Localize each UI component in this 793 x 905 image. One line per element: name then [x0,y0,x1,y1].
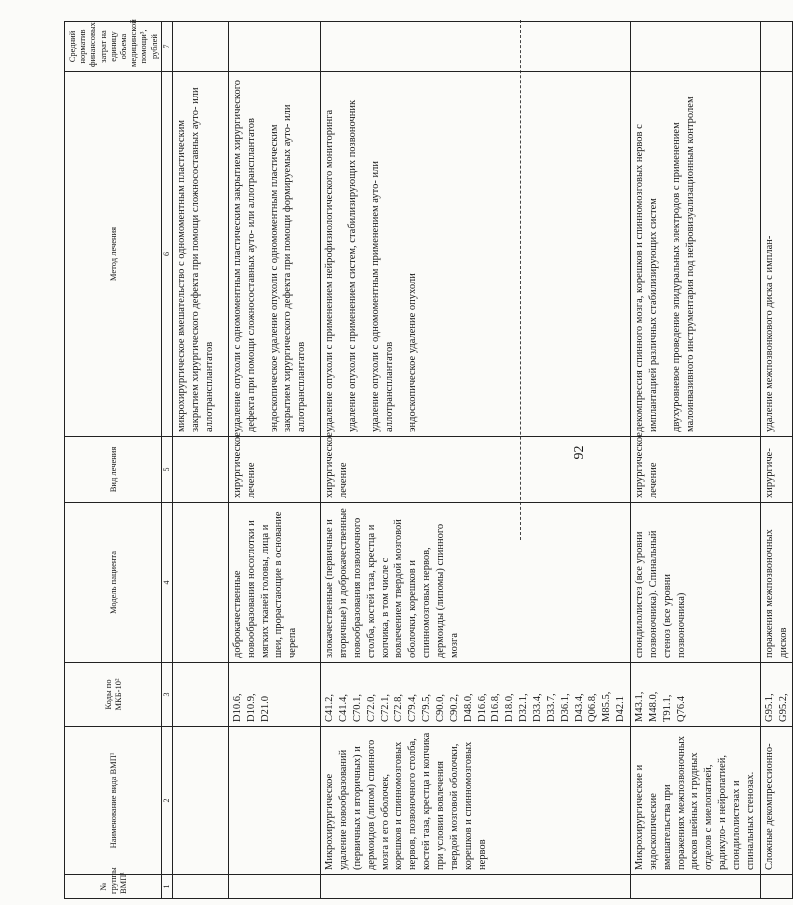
column-number-row [161,22,173,899]
column-header: Вид лечения [65,437,162,503]
method-item: удаление опухоли с одномоментным применением ауто- или аллотрансплантатов [369,161,395,432]
column-number: 1 [161,875,173,899]
cell-model [173,503,229,663]
cell-model: спондилолистез (все уровни позвоночника). Спинальный стеноз (все уровни позвоночника) [631,503,761,663]
cell-methods [173,72,229,437]
cell-name: Микрохирургические и эндоскопические вмешательства при поражениях межпозвоночных дисков шейных и грудных отделов с миелопатией, радикуло- и нейропатией, спондилолистезах и спинальных стенозах. [631,727,761,875]
cell-group [228,875,320,899]
table-row [760,22,793,899]
cell-group [760,875,793,899]
cell-cost [173,22,229,72]
cell-methods [631,72,761,437]
column-number: 7 [161,22,173,72]
table-row [321,22,631,899]
method-item: микрохирургическое вмешательство с одномоментным пластическим закрытием хирургического дефекта при помощи сложносоставных ауто- или аллотрансплантатов [176,87,215,432]
cell-group [321,875,631,899]
column-header: № группы ВМП¹ [65,875,162,899]
cell-treatment: хирургическое лечение [321,437,631,503]
table-header-row [65,22,162,899]
method-item: удаление межпозвонкового диска с имплан- [763,235,775,432]
cell-treatment: хирургиче- [760,437,793,503]
column-number: 4 [161,503,173,663]
column-header: Наименование вида ВМП¹ [65,727,162,875]
column-header: Метод лечения [65,72,162,437]
cell-treatment: хирургическое лечение [631,437,761,503]
cell-treatment [173,437,229,503]
column-number: 5 [161,437,173,503]
cell-cost [760,22,793,72]
method-item: двухуровневое проведение эпидуральных электродов с применением малоинвазивного инструментария под нейровизуализационным контролем [670,96,696,432]
column-header: Средний норматив финансовых затрат на единицу объема медицинской помощи³, рублей [65,22,162,72]
cell-group [631,875,761,899]
method-item: декомпрессия спинного мозга, корешков и спинномозговых нервов с имплантацией различных стабилизирующих систем [634,124,659,432]
cell-codes [173,663,229,727]
treatment-table [64,21,793,899]
cell-name [173,727,229,875]
cell-name: Сложные декомпрессионно- [760,727,793,875]
cell-methods [321,72,631,437]
cell-treatment: хирургическое лечение [228,437,320,503]
cell-codes: D10.6, D10.9, D21.0 [228,663,320,727]
cell-cost [228,22,320,72]
cell-codes: M43.1, M48.0, T91.1, Q76.4 [631,663,761,727]
table-row [173,22,229,899]
cell-name: Микрохирургическое удаление новообразований (первичных и вторичных) и дермоидов (липом) спинного мозга и его оболочек, корешков и спинномозговых нервов, позвоночного столба, костей таза, крестца и копчика при условии вовлечения твердой мозговой оболочки, корешков и спинномозговых нервов [321,727,631,875]
column-number: 2 [161,727,173,875]
column-number: 6 [161,72,173,437]
cell-model: поражения межпозвоночных дисков [760,503,793,663]
column-header: Коды по МКБ-10² [65,663,162,727]
cell-codes: C41.2, C41.4, C70.1, C72.0, C72.1, C72.8, C79.4, C79.5, C90.0, C90.2, D48.0, D16.6, D16.8, D18.0, D32.1, D33.4, D33.7, D36.1, D43.4, Q06.8, M85.5, D42.1 [321,663,631,727]
column-number: 3 [161,663,173,727]
cell-methods [228,72,320,437]
column-header: Модель пациента [65,503,162,663]
cell-name [228,727,320,875]
cell-cost [631,22,761,72]
method-item: эндоскопическое удаление опухоли [406,273,418,432]
method-item: эндоскопическое удаление опухоли с одномоментным пластическим закрытием хирургического дефекта при помощи формируемых ауто- или аллотрансплантатов [268,104,308,432]
table-row [631,22,761,899]
cell-methods [760,72,793,437]
cell-group [173,875,229,899]
method-item: удаление опухоли с одномоментным пластическим закрытием хирургического дефекта при помощи сложносоставных ауто- или аллотрансплантатов [231,79,257,432]
cell-cost [321,22,631,72]
table-row [228,22,320,899]
cell-model: злокачественные (первичные и вторичные) и доброкачественные новообразования позвоночного столба, костей таза, крестца и копчика, в том числе с вовлечением твердой мозговой оболочки, корешков и спинномозговых нервов, дермоиды (липомы) спинного мозга [321,503,631,663]
cell-model: доброкачественные новообразования носоглотки и мягких тканей головы, лица и шеи, прорастающие в основание черепа [228,503,320,663]
method-item: удаление опухоли с применением нейрофизиологического мониторинга [324,109,336,432]
method-item: удаление опухоли с применением систем, стабилизирующих позвоночник [346,99,358,432]
cell-codes: G95.1, G95.2, [760,663,793,727]
page-number: 92 [572,445,587,460]
